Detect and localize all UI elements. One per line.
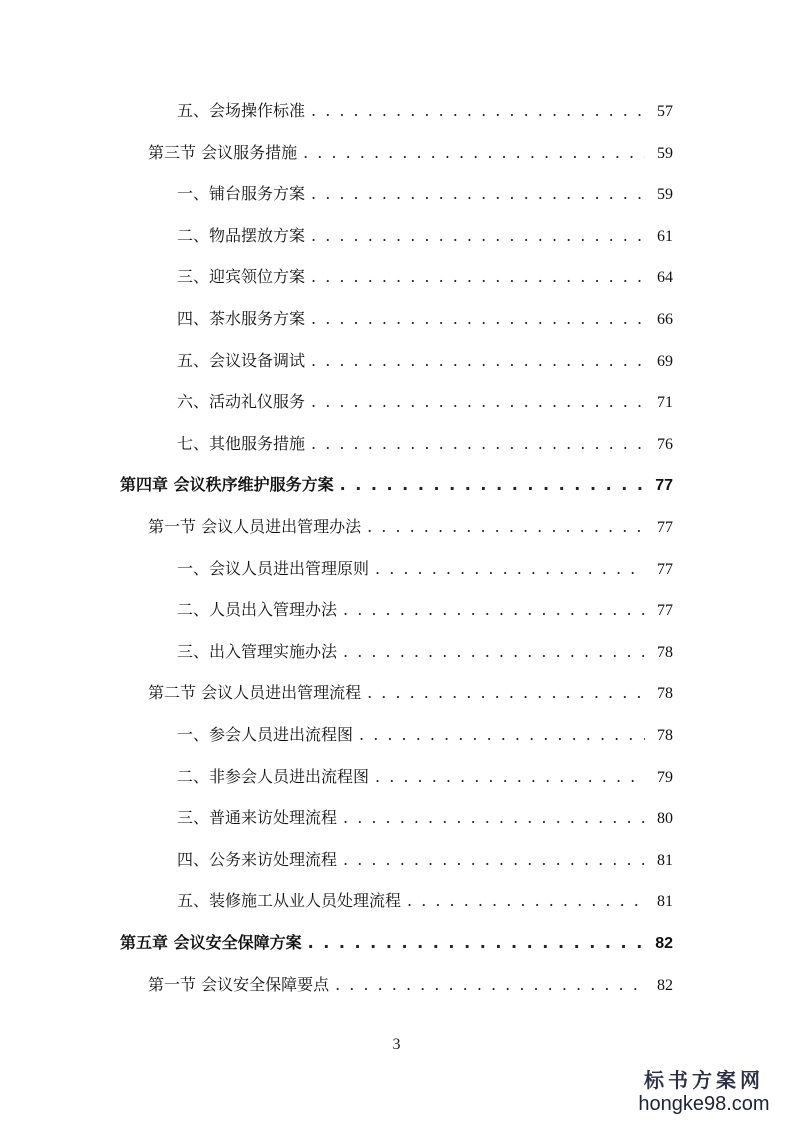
- toc-entry-page: 66: [657, 311, 673, 328]
- toc-entry-page: 71: [657, 394, 673, 411]
- toc-entry-item[interactable]: [177, 304, 673, 334]
- toc-entry-page: 61: [657, 228, 673, 245]
- toc-entry-chapter[interactable]: [120, 928, 673, 958]
- toc-dot-leader: [308, 928, 645, 958]
- toc-entry-chapter[interactable]: [120, 470, 673, 500]
- toc-entry-label: 一、参会人员进出流程图: [177, 725, 354, 744]
- toc-entry-section[interactable]: [148, 678, 673, 708]
- toc-entry-section[interactable]: [148, 970, 673, 1000]
- toc-entry-label: 第一节 会议人员进出管理办法: [148, 517, 362, 536]
- toc-entry-page: 77: [655, 477, 673, 494]
- toc-dot-leader: [335, 970, 645, 1000]
- toc-entry-label: 七、其他服务措施: [177, 434, 306, 453]
- toc-entry-page: 82: [657, 977, 673, 994]
- watermark-domain-text: hongke98.com: [638, 1093, 770, 1115]
- toc-dot-leader: [343, 803, 645, 833]
- toc-entry-item[interactable]: [177, 845, 673, 875]
- toc-entry-page: 78: [657, 685, 673, 702]
- toc-entry-item[interactable]: [177, 762, 673, 792]
- toc-entry-item[interactable]: [177, 429, 673, 459]
- toc-dot-leader: [367, 512, 645, 542]
- toc-entry-page: 69: [657, 353, 673, 370]
- toc-entry-label: 第五章 会议安全保障方案: [120, 933, 302, 952]
- toc-entry-page: 81: [657, 893, 673, 910]
- toc-entry-item[interactable]: [177, 346, 673, 376]
- toc-entry-page: 77: [657, 561, 673, 578]
- toc-entry-page: 77: [657, 519, 673, 536]
- toc-dot-leader: [311, 387, 645, 417]
- toc-entry-label: 五、会场操作标准: [177, 101, 306, 120]
- toc-entry-page: 80: [657, 810, 673, 827]
- toc-entry-label: 第三节 会议服务措施: [148, 143, 298, 162]
- toc-entry-page: 59: [657, 186, 673, 203]
- toc-entry-label: 一、会议人员进出管理原则: [177, 559, 370, 578]
- toc-entry-label: 三、出入管理实施办法: [177, 642, 338, 661]
- toc-dot-leader: [375, 762, 645, 792]
- toc-dot-leader: [343, 595, 645, 625]
- toc-entry-item[interactable]: [177, 886, 673, 916]
- toc-dot-leader: [375, 554, 645, 584]
- toc-dot-leader: [340, 470, 645, 500]
- toc-entry-page: 82: [655, 935, 673, 952]
- toc-entry-label: 三、普通来访处理流程: [177, 808, 338, 827]
- toc-entry-label: 第四章 会议秩序维护服务方案: [120, 475, 334, 494]
- toc-entry-page: 77: [657, 602, 673, 619]
- toc-entry-item[interactable]: [177, 221, 673, 251]
- toc-entry-label: 三、迎宾领位方案: [177, 267, 306, 286]
- toc-entry-page: 79: [657, 769, 673, 786]
- toc-dot-leader: [311, 221, 645, 251]
- toc-dot-leader: [343, 637, 645, 667]
- toc-dot-leader: [359, 720, 645, 750]
- toc-entry-item[interactable]: [177, 803, 673, 833]
- toc-dot-leader: [311, 429, 645, 459]
- toc-entry-item[interactable]: [177, 554, 673, 584]
- toc-dot-leader: [311, 346, 645, 376]
- toc-entry-label: 第二节 会议人员进出管理流程: [148, 683, 362, 702]
- toc-entry-item[interactable]: [177, 262, 673, 292]
- toc-entry-label: 四、茶水服务方案: [177, 309, 306, 328]
- toc-dot-leader: [311, 179, 645, 209]
- toc-dot-leader: [311, 262, 645, 292]
- toc-dot-leader: [367, 678, 645, 708]
- toc-entry-item[interactable]: [177, 179, 673, 209]
- toc-entry-item[interactable]: [177, 387, 673, 417]
- toc-entry-label: 一、铺台服务方案: [177, 184, 306, 203]
- watermark-logo: [629, 1068, 779, 1116]
- toc-entry-page: 78: [657, 644, 673, 661]
- toc-entry-item[interactable]: [177, 720, 673, 750]
- toc-entry-label: 四、公务来访处理流程: [177, 850, 338, 869]
- toc-entry-label: 二、人员出入管理办法: [177, 600, 338, 619]
- toc-entry-label: 第一节 会议安全保障要点: [148, 975, 330, 994]
- toc-entry-label: 二、物品摆放方案: [177, 226, 306, 245]
- toc-dot-leader: [407, 886, 645, 916]
- toc-entry-page: 78: [657, 727, 673, 744]
- toc-entry-label: 五、会议设备调试: [177, 351, 306, 370]
- toc-entry-label: 二、非参会人员进出流程图: [177, 767, 370, 786]
- toc-entry-label: 六、活动礼仪服务: [177, 392, 306, 411]
- toc-entry-page: 64: [657, 269, 673, 286]
- toc-entry-page: 76: [657, 436, 673, 453]
- watermark-chinese-text: 标书方案网: [644, 1068, 764, 1092]
- toc-dot-leader: [311, 304, 645, 334]
- toc-entry-page: 57: [657, 103, 673, 120]
- toc-entry-label: 五、装修施工从业人员处理流程: [177, 891, 402, 910]
- toc-entry-item[interactable]: [177, 637, 673, 667]
- toc-dot-leader: [343, 845, 645, 875]
- toc-entry-page: 81: [657, 852, 673, 869]
- toc-entry-page: 59: [657, 145, 673, 162]
- page-number: 3: [392, 1036, 401, 1053]
- toc-entry-item[interactable]: [177, 96, 673, 126]
- toc-dot-leader: [303, 138, 645, 168]
- toc-entry-item[interactable]: [177, 595, 673, 625]
- toc-dot-leader: [311, 96, 645, 126]
- toc-entry-section[interactable]: [148, 138, 673, 168]
- toc-entry-section[interactable]: [148, 512, 673, 542]
